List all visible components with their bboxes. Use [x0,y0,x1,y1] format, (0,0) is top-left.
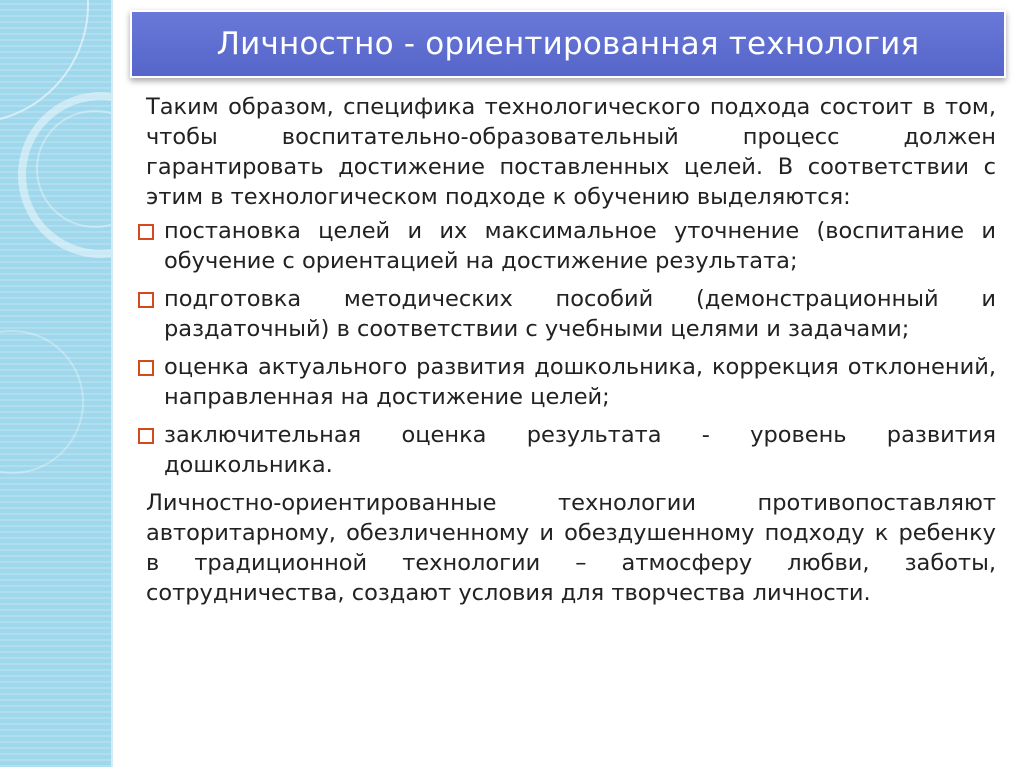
bullet-text: подготовка методических пособий (демонстрационный и раздаточный) в соответствии с учебными целями и задачами; [164,286,996,342]
checkbox-square-icon [138,224,154,240]
checkbox-square-icon [138,428,154,444]
bullet-list [138,216,996,480]
checkbox-square-icon [138,360,154,376]
checkbox-square-icon [138,292,154,308]
slide-title: Личностно - ориентированная технология [216,26,920,62]
slide-title-bar [130,10,1006,78]
side-divider [111,0,113,767]
bullet-text: заключительная оценка результата - уровень развития дошкольника. [164,422,996,478]
bullet-item [138,284,996,344]
bullet-text: оценка актуального развития дошкольника, коррекция отклонений, направленная на достижение целей; [164,354,996,410]
decorative-side-band [0,0,112,767]
outro-paragraph: Личностно-ориентированные технологии противопоставляют авторитарному, обезличенному и обездушенному подходу к ребенку в традиционной технологии – атмосферу любви, заботы, сотрудничества, создают условия для творчества личности. [146,490,996,606]
slide-body [138,92,996,608]
bullet-item [138,216,996,276]
bullet-item [138,420,996,480]
bullet-item [138,352,996,412]
bullet-text: постановка целей и их максимальное уточнение (воспитание и обучение с ориентацией на достижение результата; [164,218,996,274]
intro-paragraph: Таким образом, специфика технологического подхода состоит в том, чтобы воспитательно-образовательный процесс должен гарантировать достижение поставленных целей. В соответствии с этим в технологическом подходе к обучению выделяются: [146,94,996,210]
